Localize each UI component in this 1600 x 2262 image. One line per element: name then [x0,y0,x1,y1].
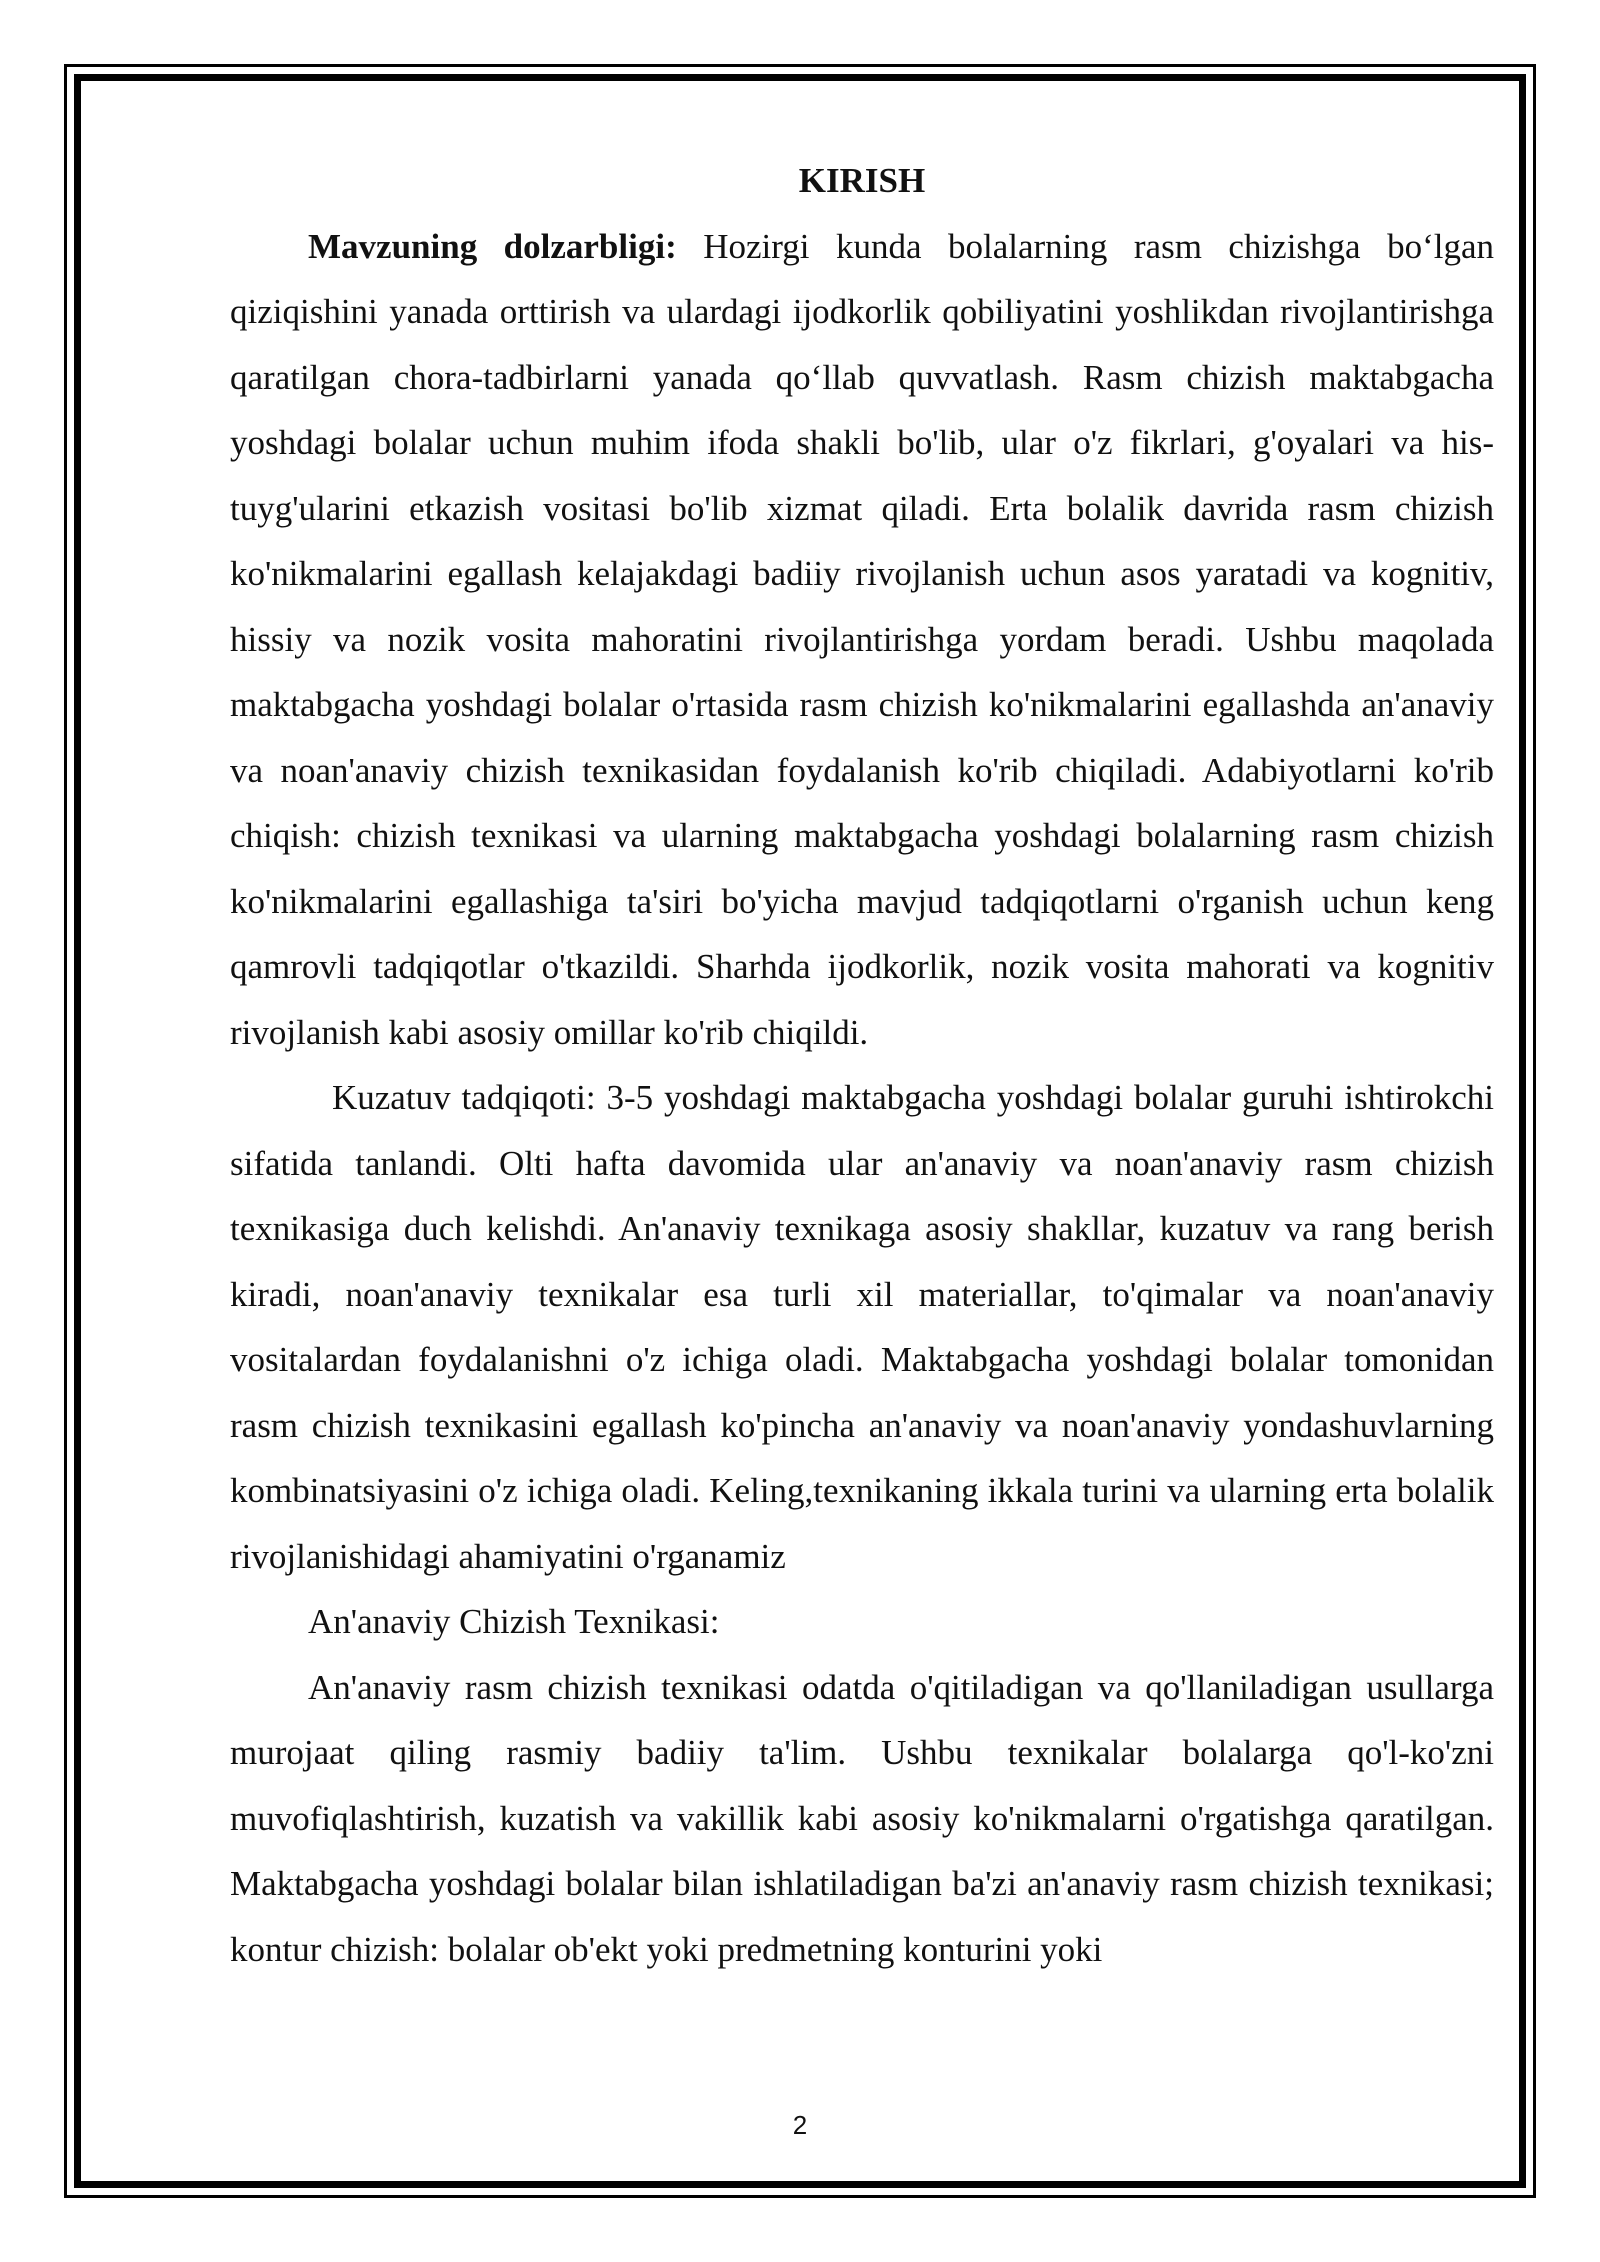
traditional-techniques-paragraph: An'anaviy rasm chizish texnikasi odatda o'qitiladigan va qo'llaniladigan usullarga murojaat qiling rasmiy badiiy ta'lim. Ushbu texnikalar bolalarga qo'l-ko'zni muvofiqlashtirish, kuzatish va vakillik kabi asosiy ko'nikmalarni o'rgatishga qaratilgan. Maktabgacha yoshdagi bolalar bilan ishlatiladigan ba'zi an'anaviy rasm chizish texnikasi; kontur chizish: bolalar ob'ekt yoki predmetning konturini yoki [230,1667,1494,1969]
page-number: 2 [792,2110,808,2140]
intro-label: Mavzuning dolzarbligi: [308,226,677,266]
observation-paragraph: Kuzatuv tadqiqoti: 3-5 yoshdagi maktabgacha yoshdagi bolalar guruhi ishtirokchi sifatida tanlandi. Olti hafta davomida ular an'anaviy va noan'anaviy rasm chizish texnikasiga duch kelishdi. An'anaviy texnikaga asosiy shakllar, kuzatuv va rang berish kiradi, noan'anaviy texnikalar esa turli xil materiallar, to'qimalar va noan'anaviy vositalardan foydalanishni o'z ichiga oladi. Maktabgacha yoshdagi bolalar tomonidan rasm chizish texnikasini egallash ko'pincha an'anaviy va noan'anaviy yondashuvlarning kombinatsiyasini o'z ichiga oladi. Keling,texnikaning ikkala turini va ularning erta bolalik rivojlanishidagi ahamiyatini o'rganamiz [230,1078,1494,1576]
document-body [230,148,1494,1982]
document-title: KIRISH [798,161,926,200]
section-heading: An'anaviy Chizish Texnikasi: [308,1602,720,1641]
intro-text: Hozirgi kunda bolalarning rasm chizishga bo‘lgan qiziqishini yanada orttirish va ulardagi ijodkorlik qobiliyatini yoshlikdan rivojlantirishga qaratilgan chora-tadbirlarni yanada qo‘llab quvvatlash. Rasm chizish maktabgacha yoshdagi bolalar uchun muhim ifoda shakli bo'lib, ular o'z fikrlari, g'oyalari va his-tuyg'ularini etkazish vositasi bo'lib xizmat qiladi. Erta bolalik davrida rasm chizish ko'nikmalarini egallash kelajakdagi badiiy rivojlanish uchun asos yaratadi va kognitiv, hissiy va nozik vosita mahoratini rivojlantirishga yordam beradi. Ushbu maqolada maktabgacha yoshdagi bolalar o'rtasida rasm chizish ko'nikmalarini egallashda an'anaviy va noan'anaviy chizish texnikasidan foydalanish ko'rib chiqiladi. Adabiyotlarni ko'rib chiqish: chizish texnikasi va ularning maktabgacha yoshdagi bolalarning rasm chizish ko'nikmalarini egallashiga ta'siri bo'yicha mavjud tadqiqotlarni o'rganish uchun keng qamrovli tadqiqotlar o'tkazildi. Sharhda ijodkorlik, nozik vosita mahorati va kognitiv rivojlanish kabi asosiy omillar ko'rib chiqildi. [230,226,1494,1052]
intro-paragraph [230,214,1494,1066]
